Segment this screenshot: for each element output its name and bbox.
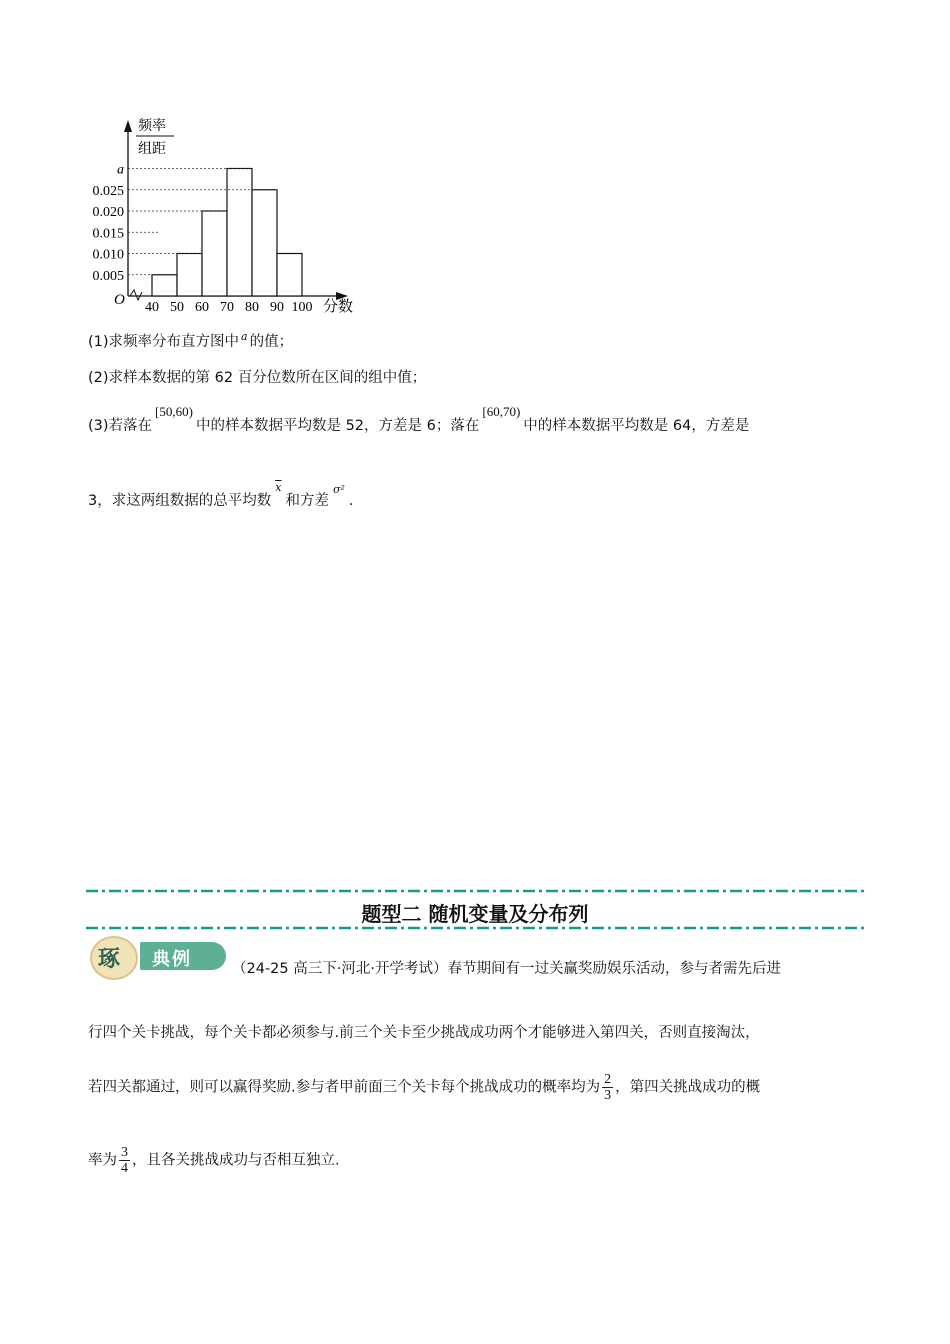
fraction-2-3 — [602, 1072, 613, 1103]
x-tick-label: 60 — [195, 300, 209, 315]
q3-e: 和方差 — [285, 493, 329, 509]
y-axis-arrow — [124, 120, 132, 132]
y-tick-label: 0.005 — [92, 268, 124, 284]
p2-line-2: 行四个关卡挑战，每个关卡都必须参与.前三个关卡至少挑战成功两个才能够进入第四关，否则直接淘汰， — [88, 1025, 760, 1041]
fraction-2-3-den: 3 — [604, 1088, 612, 1103]
p2-line-3-b: ，第四关挑战成功的概 — [615, 1079, 761, 1096]
fraction-3-4 — [119, 1145, 130, 1176]
frequency-histogram — [80, 108, 380, 323]
q3-a: (3)若落在 — [88, 418, 153, 434]
badge-left-text: 琢 — [98, 947, 121, 972]
axis-break — [130, 290, 142, 300]
badge-right-text: 典例 — [152, 949, 192, 970]
histogram-bar — [277, 254, 302, 297]
q3-interval-1: [50,60) — [155, 404, 193, 419]
p2-line-3 — [88, 1072, 760, 1103]
q1-text: (1)求频率分布直方图中 — [88, 334, 240, 350]
xbar-symbol: $\overline{x}$ — [275, 481, 282, 494]
fraction-3-4-num: 3 — [121, 1145, 128, 1160]
histogram-bar — [227, 169, 252, 297]
x-tick-label: 100 — [291, 300, 313, 315]
y-tick-label: 0.015 — [92, 226, 124, 242]
ylabel-bottom: 组距 — [138, 142, 166, 157]
fraction-3-4-den: 4 — [121, 1161, 128, 1176]
histogram-bar — [202, 211, 227, 296]
section-title: 题型二 随机变量及分布列 — [361, 902, 589, 926]
q3-f: . — [348, 493, 354, 509]
ylabel-top: 频率 — [138, 119, 166, 134]
question-1 — [88, 332, 293, 353]
p2-line-4-a: 率为 — [88, 1152, 117, 1169]
p2-line-4 — [88, 1145, 340, 1176]
x-tick-label: 80 — [245, 300, 259, 315]
xlabel: 分数 — [323, 299, 354, 315]
question-3-line2 — [88, 481, 354, 509]
y-tick-label: 0.025 — [92, 183, 124, 199]
example-badge — [90, 936, 230, 976]
x-tick-label: 90 — [270, 300, 284, 315]
x-tick-label: 50 — [170, 300, 184, 315]
p2-line-3-a: 若四关都通过，则可以赢得奖励.参与者甲前面三个关卡每个挑战成功的概率均为 — [88, 1079, 601, 1096]
y-tick-label: 0.020 — [92, 205, 124, 220]
y-tick-label: 0.010 — [92, 247, 124, 263]
q3-c: 中的样本数据平均数是 64，方差是 — [523, 418, 750, 434]
sigma-symbol: σ² — [332, 483, 345, 496]
histogram-bar — [252, 190, 277, 296]
question-3-line1 — [88, 404, 750, 434]
question-2: (2)求样本数据的第 62 百分位数所在区间的组中值； — [88, 370, 427, 386]
x-tick-label: 40 — [145, 300, 159, 315]
q3-d: 3，求这两组数据的总平均数 — [88, 493, 272, 509]
q3-interval-2: [60,70) — [482, 404, 521, 419]
q3-b: 中的样本数据平均数是 52，方差是 6；落在 — [195, 418, 480, 434]
q1-end: 的值； — [249, 334, 294, 350]
q1-symbol: a — [241, 330, 248, 343]
histogram-bar — [177, 254, 202, 297]
histogram-bar — [152, 275, 177, 296]
origin-label: O — [114, 292, 125, 308]
y-tick-label: a — [117, 162, 124, 178]
fraction-2-3-num: 2 — [604, 1072, 612, 1087]
p2-line-1: （24-25 高三下·河北·开学考试）春节期间有一过关赢奖励娱乐活动，参与者需先后进 — [232, 961, 781, 977]
x-tick-label: 70 — [220, 300, 234, 315]
p2-line-4-b: ，且各关挑战成功与否相互独立. — [132, 1152, 340, 1169]
